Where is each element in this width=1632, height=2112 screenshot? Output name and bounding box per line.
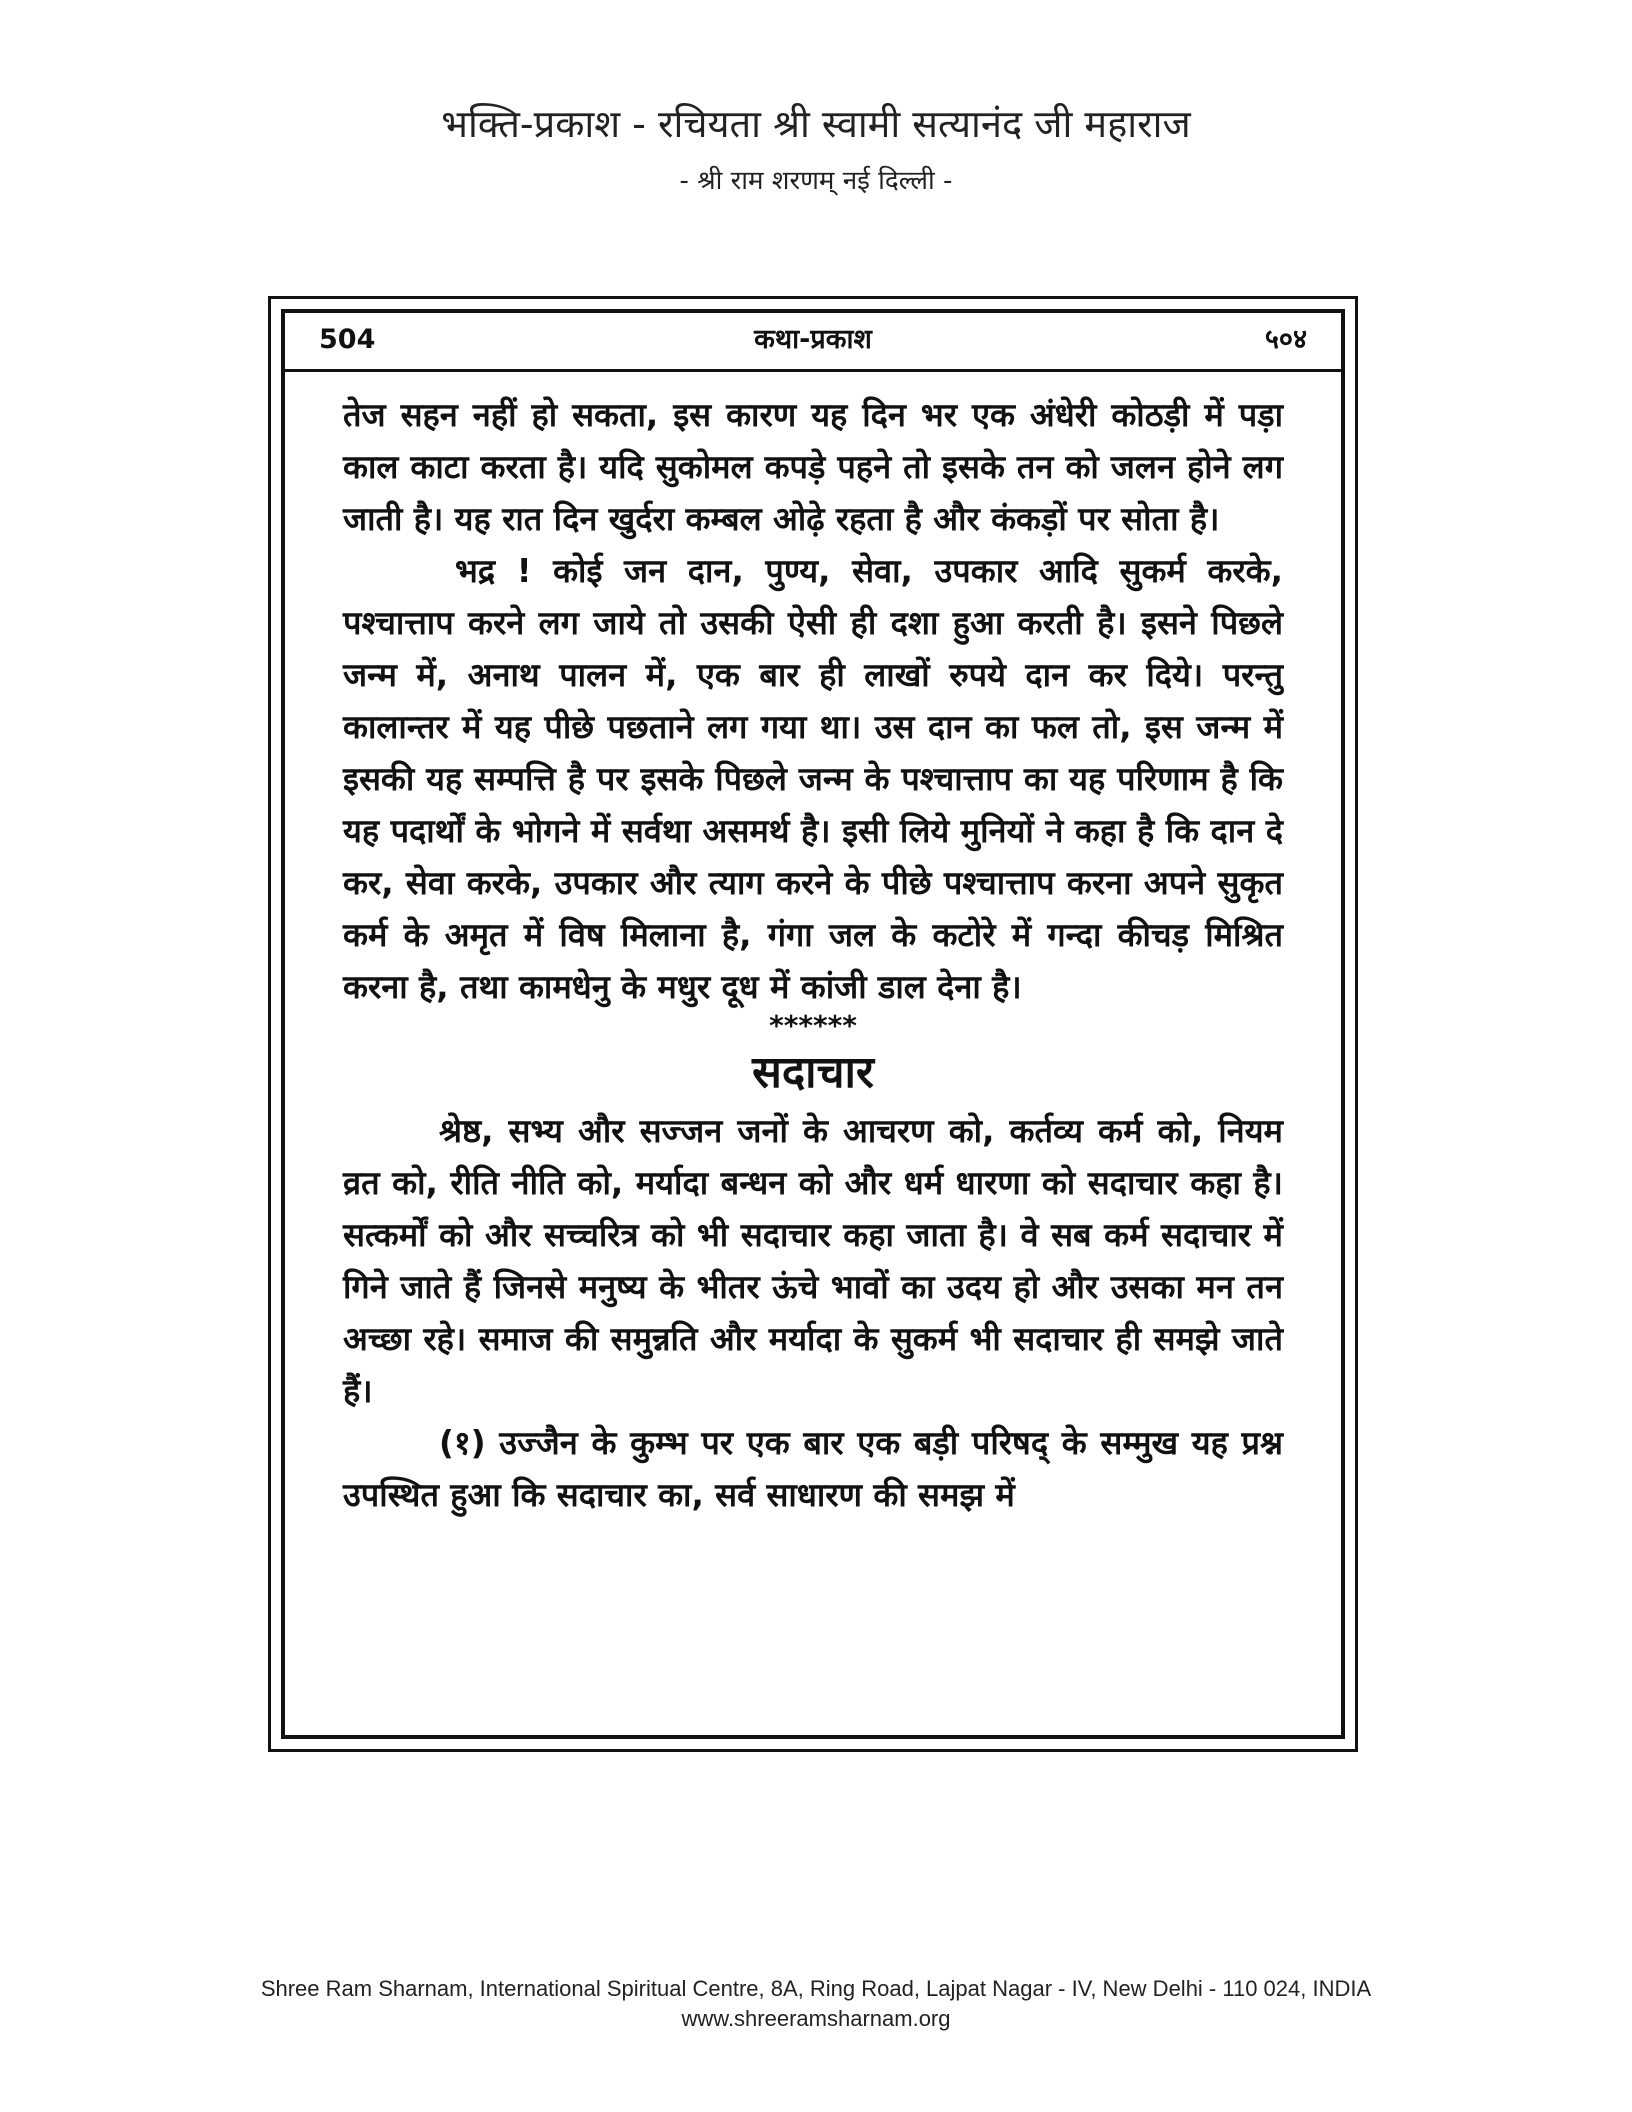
page-number-right: ५०४	[1264, 324, 1307, 355]
page-number-left: 504	[319, 324, 376, 355]
paragraph-3: श्रेष्ठ, सभ्य और सज्जन जनों के आचरण को, कर्तव्य कर्म को, नियम व्रत को, रीति नीति को, मर्यादा बन्धन को और धर्म धारणा को सदाचार कहा है। सत्कर्मों को और सच्चरित्र को भी सदाचार कहा जाता है। वे सब कर्म सदाचार में गिने जाते हैं जिनसे मनुष्य के भीतर ऊंचे भावों का उदय हो और उसका मन तन अच्छा रहे। समाज की समुन्नति और मर्यादा के सुकर्म भी सदाचार ही समझे जाते हैं।	[343, 1112, 1283, 1410]
page-frame	[268, 296, 1358, 1752]
document-header-subtitle: - श्री राम शरणम् नई दिल्ली -	[679, 166, 953, 196]
footer-address: Shree Ram Sharnam, International Spiritual Centre, 8A, Ring Road, Lajpat Nagar - IV, New Delhi - 110 024, INDIA	[260, 1976, 1372, 2001]
page-body	[343, 389, 1283, 1521]
paragraph-2: भद्र ! कोई जन दान, पुण्य, सेवा, उपकार आदि सुकर्म करके, पश्चात्ताप करने लग जाये तो उसकी ऐसी ही दशा हुआ करती है। इसने पिछले जन्म में, अनाथ पालन में, एक बार ही लाखों रुपये दान कर दिये। परन्तु कालान्तर में यह पीछे पछताने लग गया था। उस दान का फल तो, इस जन्म में इसकी यह सम्पत्ति है पर इसके पिछले जन्म के पश्चात्ताप का यह परिणाम है कि यह पदार्थों के भोगने में सर्वथा असमर्थ है। इसी लिये मुनियों ने कहा है कि दान दे कर, सेवा करके, उपकार और त्याग करने के पीछे पश्चात्ताप करना अपने सुकृत कर्म के अमृत में विष मिलाना है, गंगा जल के कटोरे में गन्दा कीचड़ मिश्रित करना है, तथा कामधेनु के मधुर दूध में कांजी डाल देना है।	[343, 552, 1283, 1006]
document-header-title: भक्ति-प्रकाश - रचियता श्री स्वामी सत्यानंद जी महाराज	[441, 102, 1191, 146]
paragraph-1: तेज सहन नहीं हो सकता, इस कारण यह दिन भर एक अंधेरी कोठड़ी में पड़ा काल काटा करता है। यदि सुकोमल कपड़े पहने तो इसके तन को जलन होने लग जाती है। यह रात दिन खुर्दरा कम्बल ओढ़े रहता है और कंकड़ों पर सोता है।	[343, 396, 1283, 538]
footer-website-link[interactable]: www.shreeramsharnam.org	[681, 2006, 951, 2031]
paragraph-4: (१) उज्जैन के कुम्भ पर एक बार एक बड़ी परिषद् के सम्मुख यह प्रश्न उपस्थित हुआ कि सदाचार का, सर्व साधारण की समझ में	[343, 1424, 1283, 1514]
page-running-header	[285, 313, 1341, 372]
page-inner-frame	[281, 309, 1345, 1739]
section-heading: सदाचार	[752, 1047, 874, 1098]
section-separator: ******	[769, 1009, 857, 1042]
running-title: कथा-प्रकाश	[754, 324, 872, 355]
